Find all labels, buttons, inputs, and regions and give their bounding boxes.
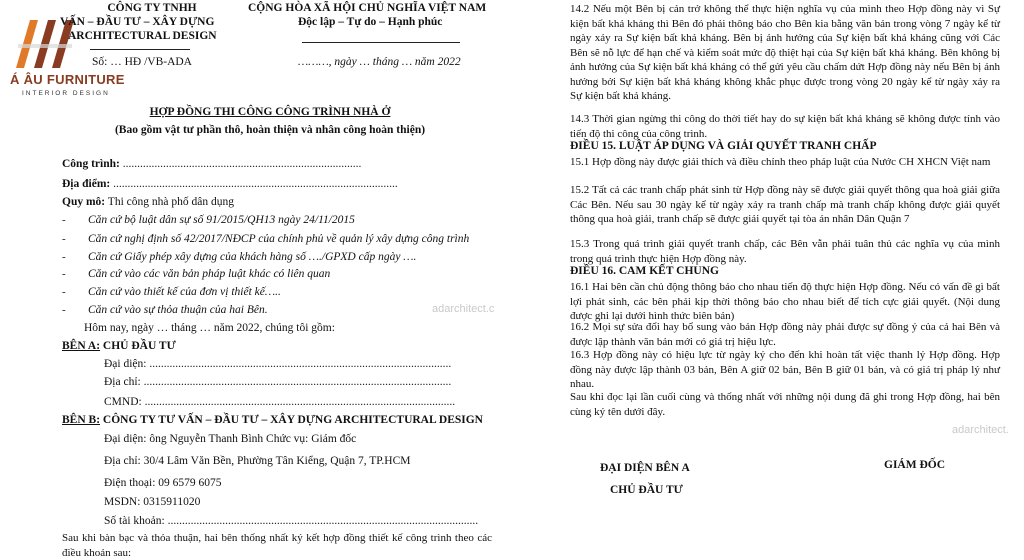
today-line: Hôm nay, ngày … tháng … năm 2022, chúng tôi gồm: (84, 322, 335, 334)
header-divider-right (302, 42, 460, 43)
signature-party-a-subtitle: CHỦ ĐẦU TƯ (610, 484, 683, 496)
clause-15-1: 15.1 Hợp đồng này được giải thích và điều chỉnh theo pháp luật của Nước CH XHCN Việt nam (570, 156, 991, 168)
watermark: adarchitect. (952, 424, 1009, 436)
closing-paragraph: Sau khi bàn bạc và thỏa thuận, hai bên thống nhất ký kết hợp đồng thiết kế công trình theo các điều khoản sau: (62, 532, 492, 559)
party-a-id: CMND: ............................................................................................................ (104, 396, 456, 408)
basis-item: Căn cứ bộ luật dân sự số 91/2015/QH13 ngày 24/11/2015 (88, 214, 355, 226)
date-line: ………, ngày … tháng … năm 2022 (298, 56, 461, 68)
clause-14-2: 14.2 Nếu một Bên bị cản trở không thể thực hiện nghĩa vụ của mình theo Hợp đồng này vì Sự kiện bất khả kháng thì Bên đó phải thông báo cho Bên kia bằng văn bản trong vòng 7 ngày kể từ ngày xảy ra Sự kiện bất khả kháng. Bên bị ảnh hưởng của Sự kiện bất khả kháng cũng với Các Bên sẽ nỗ lực để hạn chế và kiểm soát mức độ thiệt hại của Sự kiện bất khả kháng. Bên không bị ảnh hưởng của Sự kiện bất khả kháng có thể gửi yêu cầu chấm dứt Hợp đồng này nếu Bên bị ảnh hưởng bởi Sự kiện bất khả kháng không khắc phục được trong vòng 20 ngày kể từ ngày xảy ra Sự kiện bất khả kháng. (570, 3, 1000, 102)
clause-16-3: 16.3 Hợp đồng này có hiệu lực từ ngày ký cho đến khi hoàn tất việc thanh lý Hợp đồng. Hợp đồng này được lập thành 03 bản, Bên A giữ 02 bản, Bên B giữ 01 bản, và có giá trị pháp lý như nhau. (570, 349, 1000, 390)
party-a-heading: BÊN A: CHỦ ĐẦU TƯ (62, 340, 176, 352)
company-line-3: ARCHITECTURAL DESIGN (68, 30, 217, 42)
field-quy-mo: Quy mô: Thi công nhà phố dân dụng (62, 196, 234, 208)
party-b-phone: Điện thoại: 09 6579 6075 (104, 477, 222, 489)
signature-party-a-title: ĐẠI DIỆN BÊN A (600, 462, 690, 474)
basis-item: Căn cứ vào các văn bản pháp luật khác có liên quan (88, 268, 331, 280)
logo-brand-name: Á ÂU FURNITURE (10, 72, 125, 87)
logo-tagline: INTERIOR DESIGN (22, 90, 110, 97)
basis-item: Căn cứ vào thiết kế của đơn vị thiết kế….. (88, 286, 281, 298)
clause-14-3: 14.3 Thời gian ngừng thi công do thời tiết hay do sự kiện bất khả kháng sẽ không được tính vào tiến độ thi công của công trình. (570, 113, 1000, 140)
contract-page-left: Á ÂU FURNITURE INTERIOR DESIGN CÔNG TY TNHH VẤN – ĐẦU TƯ – XÂY DỰNG ARCHITECTURAL DESIGN Số: … HĐ /VB-ADA CỘNG HÒA XÃ HỘI CHỦ NGHĨA VIỆT NAM Độc lập – Tự do – Hạnh phúc ………, ngày … tháng … năm 2022 HỢP ĐỒNG THI CÔNG CÔNG TRÌNH NHÀ Ở (Bao gồm vật tư phần thô, hoàn thiện và nhân công hoàn thiện) Công trình: ................................................................................... Địa điểm: ................................................................................................... Quy mô: Thi công nhà phố dân dụng - Căn cứ bộ luật dân sự số 91/2015/QH13 ngày 24/11/2015 - Căn cứ nghị định số 42/2017/NĐCP của chính phủ về quản lý xây dựng công trình - Căn cứ Giấy phép xây dựng của khách hàng số …./GPXD cấp ngày …. - Căn cứ vào các văn bản pháp luật khác có liên quan - Căn cứ vào thiết kế của đơn vị thiết kế….. - Căn cứ vào sự thỏa thuận của hai Bên. adarchitect.c Hôm nay, ngày … tháng … năm 2022, chúng tôi gồm: BÊN A: CHỦ ĐẦU TƯ Đại diện: ......................................................................................................... Địa chỉ: ........................................................................................................... CMND: ............................................................................................................ BÊN B: CÔNG TY TƯ VẤN – ĐẦU TƯ – XÂY DỰNG ARCHITECTURAL DESIGN Đại diện: ông Nguyễn Thanh Bình Chức vụ: Giám đốc Địa chỉ: 30/4 Lâm Văn Bền, Phường Tân Kiểng, Quận 7, TP.HCM Điện thoại: 09 6579 6075 MSDN: 0315911020 Số tài khoản: ............................................................................................................ Sau khi bàn bạc và thỏa thuận, hai bên thống nhất ký kết hợp đồng thiết kế công trình theo các điều khoản sau: (10, 2, 495, 559)
contract-title: HỢP ĐỒNG THI CÔNG CÔNG TRÌNH NHÀ Ở (149, 106, 391, 118)
field-cong-trinh: Công trình: ................................................................................... (62, 158, 362, 170)
watermark: adarchitect.c (432, 303, 495, 315)
article-15-title: ĐIỀU 15. LUẬT ÁP DỤNG VÀ GIẢI QUYẾT TRANH CHẤP (570, 140, 877, 152)
national-motto: Độc lập – Tự do – Hạnh phúc (298, 16, 443, 28)
party-b-representative: Đại diện: ông Nguyễn Thanh Bình Chức vụ: Giám đốc (104, 433, 357, 445)
clause-16-2: 16.2 Mọi sự sửa đổi hay bổ sung vào bản Hợp đồng này phải được sự đồng ý của cả hai Bên và được lập thành văn bản mới có giá trị hiệu lực. (570, 321, 1000, 348)
header-divider-left (90, 49, 190, 50)
contract-page-right (512, 0, 1024, 560)
company-line-2: VẤN – ĐẦU TƯ – XÂY DỰNG (60, 16, 215, 28)
clause-15-3: 15.3 Trong quá trình giải quyết tranh chấp, các Bên vẫn phải tuân thủ các nghĩa vụ của mình trong quá trình thực hiện Hợp đồng này. (570, 238, 1000, 265)
company-line-1: CÔNG TY TNHH (107, 2, 197, 14)
party-b-heading: BÊN B: CÔNG TY TƯ VẤN – ĐẦU TƯ – XÂY DỰNG ARCHITECTURAL DESIGN (62, 414, 483, 426)
party-a-address: Địa chỉ: ........................................................................................................... (104, 376, 452, 388)
contract-subtitle: (Bao gồm vật tư phần thô, hoàn thiện và nhân công hoàn thiện) (114, 124, 426, 136)
article-16-title: ĐIỀU 16. CAM KẾT CHUNG (570, 265, 719, 277)
document-number: Số: … HĐ /VB-ADA (92, 56, 192, 68)
party-a-representative: Đại diện: ......................................................................................................... (104, 358, 452, 370)
field-dia-diem: Địa điểm: ................................................................................................... (62, 178, 398, 190)
party-b-tax-code: MSDN: 0315911020 (104, 496, 201, 508)
party-b-account: Số tài khoản: ............................................................................................................ (104, 515, 479, 527)
basis-item: Căn cứ nghị định số 42/2017/NĐCP của chính phủ về quản lý xây dựng công trình (88, 233, 470, 245)
clause-16-1: 16.1 Hai bên cần chủ động thông báo cho nhau tiến độ thực hiện Hợp đồng. Nếu có vấn đề gì bất lợi phát sinh, các bên phải kịp thời thông báo cho nhau biết để tích cực giải quyết. (Nội dung được ghi lại dưới hình thức biên bản) (570, 281, 1000, 322)
country-name: CỘNG HÒA XÃ HỘI CHỦ NGHĨA VIỆT NAM (248, 2, 487, 14)
basis-item: Căn cứ vào sự thỏa thuận của hai Bên. (88, 304, 268, 316)
clause-15-2: 15.2 Tất cả các tranh chấp phát sinh từ Hợp đồng này sẽ được giải quyết thông qua hoà giải giữa Các Bên. Nếu sau 30 ngày kể từ ngày xảy ra tranh chấp mà tranh chấp không được giải quyết thông qua hoà giải, tranh chấp sẽ được giải quyết tại tòa án nhân Dân Quận 7 (570, 184, 1000, 225)
basis-item: Căn cứ Giấy phép xây dựng của khách hàng số …./GPXD cấp ngày …. (88, 251, 417, 263)
party-b-address: Địa chỉ: 30/4 Lâm Văn Bền, Phường Tân Kiểng, Quận 7, TP.HCM (104, 455, 411, 467)
signature-party-b-title: GIÁM ĐỐC (884, 459, 946, 471)
final-statement: Sau khi đọc lại lần cuối cùng và thống nhất với những nội dung đã ghi trong Hợp đồng, hai bên cùng ký tên dưới đây. (570, 391, 1000, 418)
